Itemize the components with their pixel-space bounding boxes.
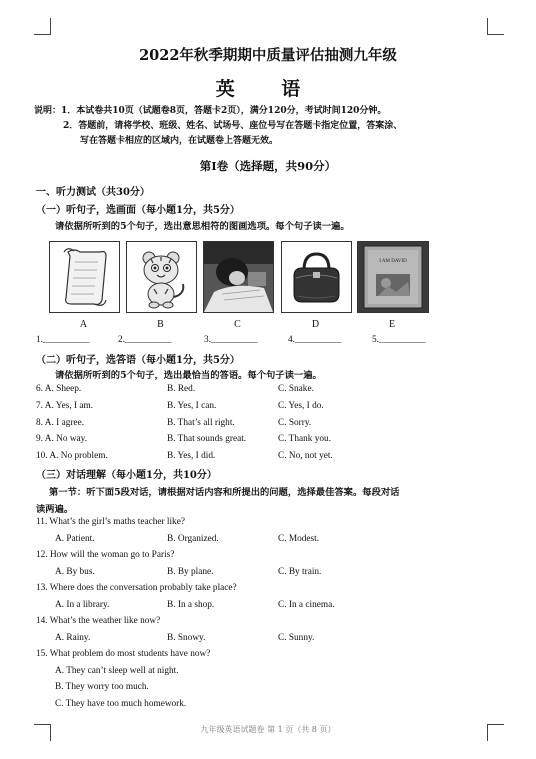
q15-option-a[interactable]: A. They can’t sleep well at night. [55,666,179,676]
note-line-2: 2．答题前，请将学校、班级、姓名、试场号、座位号写在答题卡指定位置，答案涂、 [63,121,403,131]
q13-option-a[interactable]: A. In a library. [55,600,110,610]
q14-option-a[interactable]: A. Rainy. [55,633,91,643]
q10-option-a[interactable]: 10. A. No problem. [36,451,108,461]
section-1-instruction: 请依据所听到的5个句子，选出意思相符的图画选项。每个句子读一遍。 [55,221,350,232]
q15-stem: 15. What problem do most students have now? [36,649,211,659]
q8-option-b[interactable]: B. That’s all right. [167,418,235,428]
q8-option-c[interactable]: C. Sorry. [278,418,312,428]
section-2-title: （二）听句子，选答语（每小题1分，共5分） [36,355,240,366]
q9-option-b[interactable]: B. That sounds great. [167,434,247,444]
q12-stem: 12. How will the woman go to Paris? [36,550,175,560]
crop-mark-top-right [487,18,504,35]
q6-option-b[interactable]: B. Red. [167,384,196,394]
tiger-cartoon-icon [127,242,196,312]
picture-d-handbag [281,241,352,313]
q11-option-a[interactable]: A. Patient. [55,534,95,544]
girl-studying-photo [204,242,273,312]
q9-option-a[interactable]: 9. A. No way. [36,434,88,444]
q15-option-b[interactable]: B. They worry too much. [55,682,149,692]
answer-blank-5[interactable]: 5.__________ [372,335,426,345]
part-one-title: 第Ⅰ卷（选择题，共90分） [199,159,337,173]
q13-option-c[interactable]: C. In a cinema. [278,600,335,610]
picture-b-tiger [126,241,197,313]
exam-title: 2022年秋季期期中质量评估抽测九年级 [139,47,397,64]
q11-option-c[interactable]: C. Modest. [278,534,320,544]
listening-title: 一、听力测试（共30分） [36,187,150,198]
q11-option-b[interactable]: B. Organized. [167,534,219,544]
q8-option-a[interactable]: 8. A. I agree. [36,418,85,428]
q13-option-b[interactable]: B. In a shop. [167,600,215,610]
q14-option-c[interactable]: C. Sunny. [278,633,315,643]
section-2-instruction: 请依据所听到的5个句子，选出最恰当的答语。每个句子读一遍。 [55,370,322,381]
answer-blank-2[interactable]: 2.__________ [118,335,172,345]
book-cover-icon [358,242,428,312]
crop-mark-top-left [34,18,51,35]
answer-blank-3[interactable]: 3.__________ [204,335,258,345]
q7-option-c[interactable]: C. Yes, I do. [278,401,324,411]
handbag-icon [282,242,351,312]
q14-option-b[interactable]: B. Snowy. [167,633,206,643]
q14-stem: 14. What’s the weather like now? [36,616,161,626]
section-3-instruction-line-2: 读两遍。 [36,504,74,515]
q15-option-c[interactable]: C. They have too much homework. [55,699,187,709]
picture-label-d: D [311,319,320,330]
section-3-instruction-line-1: 第一节：听下面5段对话，请根据对话内容和所提出的问题，选择最佳答案。每段对话 [49,487,400,498]
q12-option-b[interactable]: B. By plane. [167,567,214,577]
page-footer: 九年级英语试题卷 第 1 页（共 8 页） [200,725,336,734]
q6-option-a[interactable]: 6. A. Sheep. [36,384,82,394]
q12-option-a[interactable]: A. By bus. [55,567,95,577]
q9-option-c[interactable]: C. Thank you. [278,434,332,444]
section-1-title: （一）听句子，选画面（每小题1分，共5分） [36,205,240,216]
picture-label-e: E [388,319,396,330]
note-line-3: 写在答题卡相应的区域内，在试题卷上答题无效。 [80,136,279,146]
q7-option-b[interactable]: B. Yes, I can. [167,401,217,411]
q6-option-c[interactable]: C. Snake. [278,384,314,394]
picture-e-book [357,241,429,313]
subject-title: 英 语 [215,78,321,100]
picture-a-scroll [49,241,120,313]
picture-label-b: B [157,319,164,330]
q7-option-a[interactable]: 7. A. Yes, I am. [36,401,94,411]
section-3-title: （三）对话理解（每小题1分，共10分） [36,470,217,481]
book-title-text: I AM DAVID [379,259,407,264]
q10-option-b[interactable]: B. Yes, I did. [167,451,216,461]
scroll-icon [50,242,119,312]
q10-option-c[interactable]: C. No, not yet. [278,451,333,461]
picture-label-c: C [234,319,241,330]
note-line-1: 说明：1．本试卷共10页（试题卷8页，答题卡2页），满分120分，考试时间120分钟。 [34,106,387,116]
picture-label-a: A [79,319,88,330]
q13-stem: 13. Where does the conversation probably take place? [36,583,237,593]
answer-blank-4[interactable]: 4.__________ [288,335,342,345]
q12-option-c[interactable]: C. By train. [278,567,322,577]
answer-blank-1[interactable]: 1.__________ [36,335,90,345]
picture-c-girl-studying [203,241,274,313]
q11-stem: 11. What’s the girl’s maths teacher like? [36,517,185,527]
